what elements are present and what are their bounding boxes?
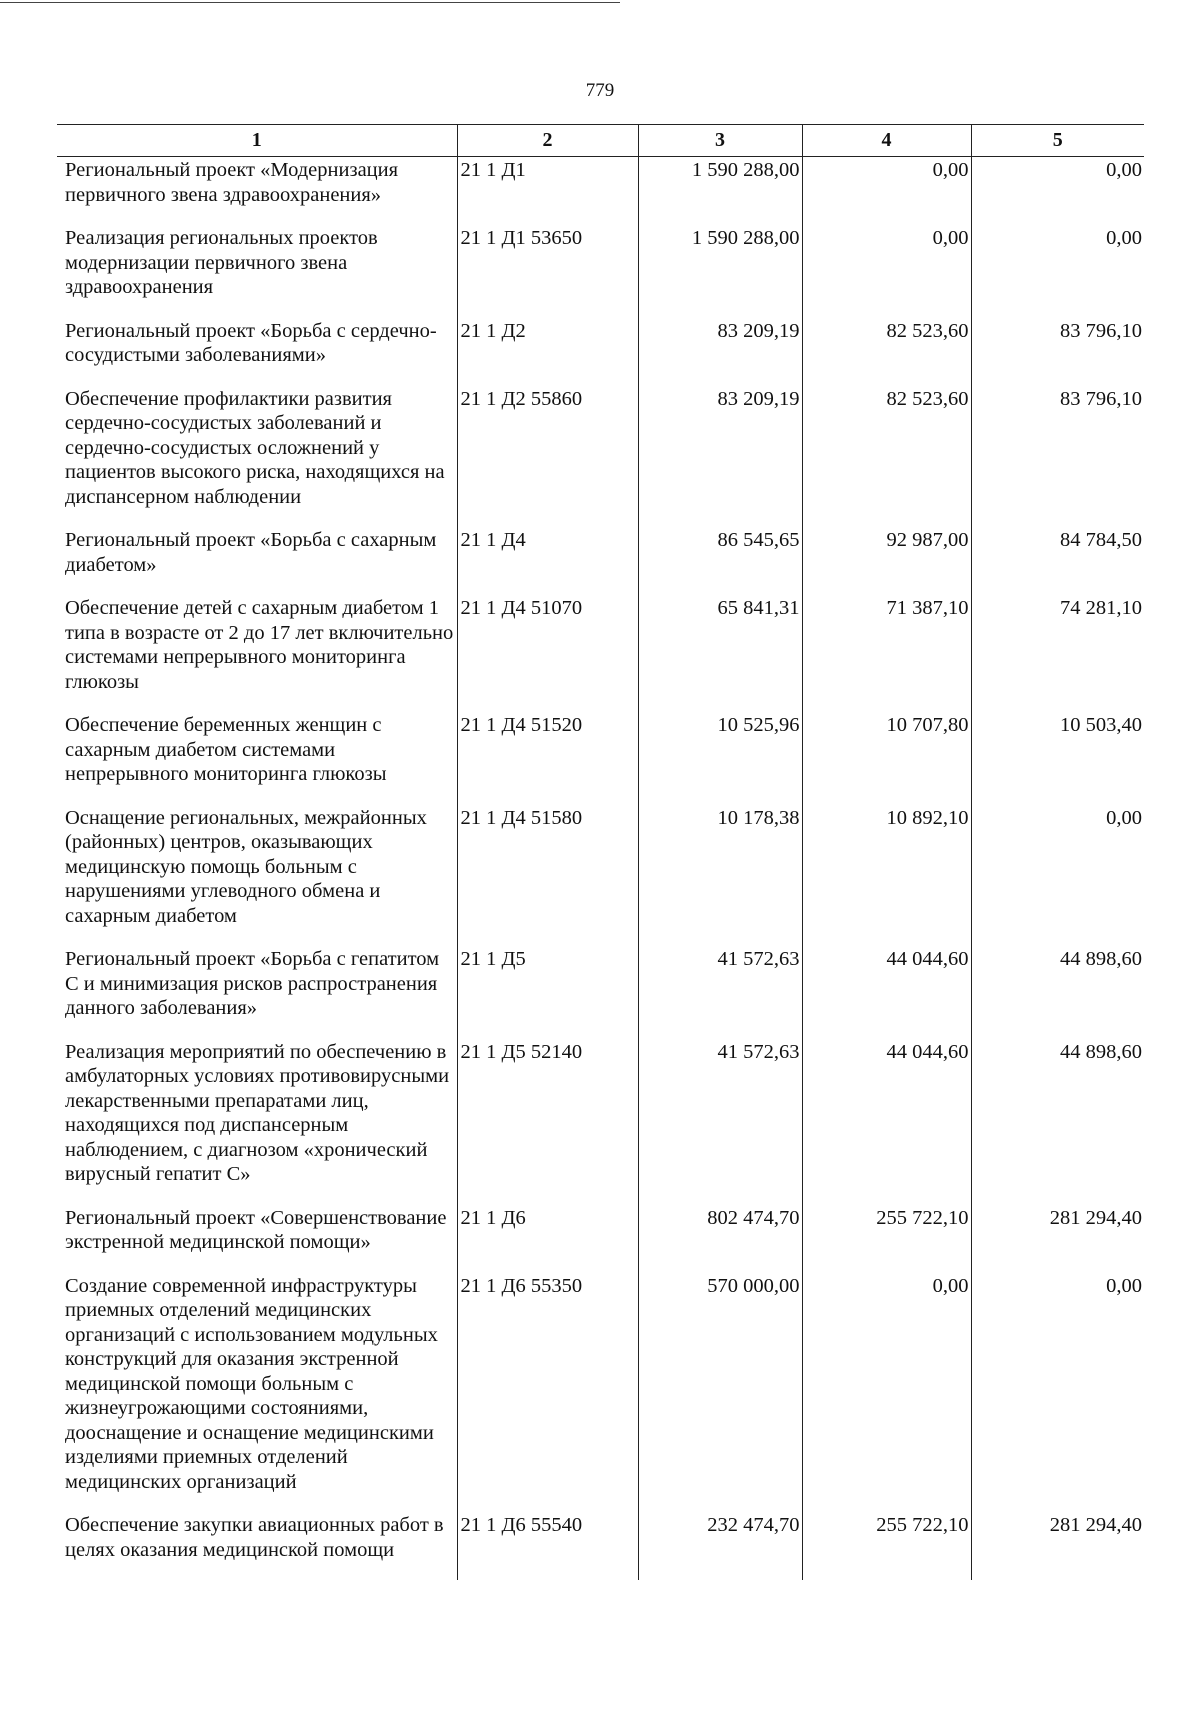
table-row — [57, 805, 1144, 947]
table-row — [57, 1512, 1144, 1580]
table-row — [57, 527, 1144, 595]
row-code: 21 1 Д4 51070 — [457, 595, 638, 712]
row-value-col4: 0,00 — [802, 1273, 971, 1513]
row-code: 21 1 Д1 53650 — [457, 225, 638, 318]
header-row — [57, 125, 1144, 157]
row-value-col3: 232 474,70 — [638, 1512, 802, 1580]
row-value-col5: 74 281,10 — [971, 595, 1144, 712]
row-code: 21 1 Д5 52140 — [457, 1039, 638, 1205]
row-value-col5: 10 503,40 — [971, 712, 1144, 805]
table-row — [57, 946, 1144, 1039]
row-value-col4: 255 722,10 — [802, 1512, 971, 1580]
table-body — [57, 157, 1144, 1581]
row-value-col3: 65 841,31 — [638, 595, 802, 712]
row-name: Региональный проект «Борьба с сердечно-сосудистыми заболеваниями» — [65, 319, 437, 366]
table-header — [57, 125, 1144, 157]
row-code: 21 1 Д5 — [457, 946, 638, 1039]
row-code: 21 1 Д6 55540 — [457, 1512, 638, 1580]
row-value-col3: 41 572,63 — [638, 946, 802, 1039]
row-value-col3: 10 178,38 — [638, 805, 802, 947]
row-value-col4: 0,00 — [802, 225, 971, 318]
row-value-col4: 10 892,10 — [802, 805, 971, 947]
row-code: 21 1 Д6 55350 — [457, 1273, 638, 1513]
column-header-2: 2 — [457, 125, 638, 157]
row-value-col3: 1 590 288,00 — [638, 157, 802, 226]
table-row — [57, 712, 1144, 805]
row-code: 21 1 Д4 51520 — [457, 712, 638, 805]
row-value-col5: 44 898,60 — [971, 946, 1144, 1039]
column-header-3: 3 — [638, 125, 802, 157]
row-name: Оснащение региональных, межрайонных (районных) центров, оказывающих медицинскую помощь больным с нарушениями углеводного обмена и сахарным диабетом — [65, 806, 427, 927]
table-row — [57, 595, 1144, 712]
row-value-col3: 41 572,63 — [638, 1039, 802, 1205]
row-value-col5: 0,00 — [971, 225, 1144, 318]
row-code: 21 1 Д6 — [457, 1205, 638, 1273]
column-header-1: 1 — [57, 125, 457, 157]
row-name: Региональный проект «Борьба с гепатитом С и минимизация рисков распространения данного заболевания» — [65, 948, 440, 1019]
row-value-col4: 255 722,10 — [802, 1205, 971, 1273]
row-value-col5: 0,00 — [971, 805, 1144, 947]
column-header-4: 4 — [802, 125, 971, 157]
row-code: 21 1 Д2 — [457, 318, 638, 386]
table-row — [57, 225, 1144, 318]
row-value-col4: 82 523,60 — [802, 318, 971, 386]
row-name: Реализация мероприятий по обеспечению в амбулаторных условиях противовирусными лекарственными препаратами лиц, находящихся под диспансерным наблюдением, с диагнозом «хронический вирусный гепатит С» — [65, 1040, 450, 1185]
row-value-col4: 82 523,60 — [802, 386, 971, 528]
row-value-col3: 83 209,19 — [638, 318, 802, 386]
row-name: Региональный проект «Модернизация первичного звена здравоохранения» — [65, 159, 399, 206]
row-value-col4: 71 387,10 — [802, 595, 971, 712]
row-value-col3: 83 209,19 — [638, 386, 802, 528]
row-value-col3: 10 525,96 — [638, 712, 802, 805]
row-name: Обеспечение профилактики развития сердечно-сосудистых заболеваний и сердечно-сосудистых осложнений у пациентов высокого риска, находящихся на диспансерном наблюдении — [65, 387, 445, 508]
column-header-5: 5 — [971, 125, 1144, 157]
row-code: 21 1 Д1 — [457, 157, 638, 226]
row-name: Создание современной инфраструктуры приемных отделений медицинских организаций с использованием модульных конструкций для оказания экстренной медицинской помощи больным с жизнеугрожающими состояниями, дооснащение и оснащение медицинскими изделиями приемных отделений медицинских организаций — [65, 1274, 438, 1493]
row-value-col5: 44 898,60 — [971, 1039, 1144, 1205]
row-value-col3: 802 474,70 — [638, 1205, 802, 1273]
row-value-col4: 44 044,60 — [802, 1039, 971, 1205]
table-row — [57, 386, 1144, 528]
row-value-col4: 0,00 — [802, 157, 971, 226]
row-value-col5: 83 796,10 — [971, 318, 1144, 386]
row-value-col5: 281 294,40 — [971, 1512, 1144, 1580]
page-number: 779 — [585, 80, 615, 101]
table-row — [57, 318, 1144, 386]
row-code: 21 1 Д2 55860 — [457, 386, 638, 528]
row-value-col5: 0,00 — [971, 157, 1144, 226]
table-row — [57, 1273, 1144, 1513]
row-value-col4: 10 707,80 — [802, 712, 971, 805]
budget-table — [57, 124, 1144, 1580]
row-name: Обеспечение беременных женщин с сахарным диабетом системами непрерывного мониторинга глюкозы — [65, 714, 387, 785]
row-name: Обеспечение закупки авиационных работ в целях оказания медицинской помощи — [65, 1514, 444, 1561]
table-row — [57, 1205, 1144, 1273]
top-rule — [0, 2, 620, 3]
row-value-col5: 0,00 — [971, 1273, 1144, 1513]
row-name: Обеспечение детей с сахарным диабетом 1 типа в возрасте от 2 до 17 лет включительно системами непрерывного мониторинга глюкозы — [65, 597, 454, 693]
row-code: 21 1 Д4 — [457, 527, 638, 595]
row-value-col3: 1 590 288,00 — [638, 225, 802, 318]
row-name: Реализация региональных проектов модернизации первичного звена здравоохранения — [65, 227, 378, 298]
row-value-col5: 281 294,40 — [971, 1205, 1144, 1273]
row-value-col4: 92 987,00 — [802, 527, 971, 595]
row-name: Региональный проект «Совершенствование экстренной медицинской помощи» — [65, 1206, 447, 1253]
row-value-col3: 86 545,65 — [638, 527, 802, 595]
row-code: 21 1 Д4 51580 — [457, 805, 638, 947]
row-name: Региональный проект «Борьба с сахарным диабетом» — [65, 529, 437, 576]
row-value-col3: 570 000,00 — [638, 1273, 802, 1513]
row-value-col5: 83 796,10 — [971, 386, 1144, 528]
table-row — [57, 1039, 1144, 1205]
row-value-col4: 44 044,60 — [802, 946, 971, 1039]
row-value-col5: 84 784,50 — [971, 527, 1144, 595]
table-row — [57, 157, 1144, 226]
